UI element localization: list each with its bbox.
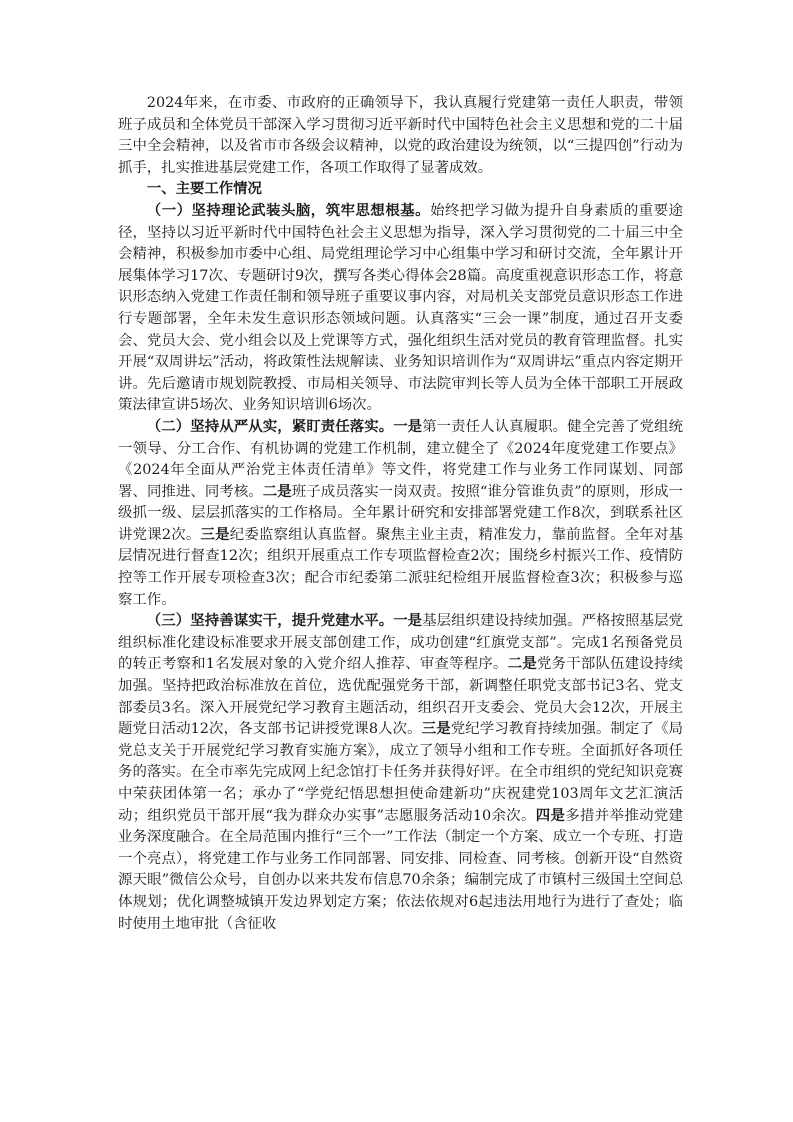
paragraph-lead: （一）坚持理论武装头脑，筑牢思想根基。 xyxy=(146,202,431,219)
intro-paragraph: 2024年来，在市委、市政府的正确领导下，我认真履行党建第一责任人职责，带领班子成员和全体党员干部深入学习贯彻习近平新时代中国特色社会主义思想和党的二十届三中全会精神，以及省市市各级会议精神，以党的政治建设为统领，以“三提四创”行动为抓手，扎实推进基层党建工作，各项工作取得了显著成效。 xyxy=(118,95,683,176)
item-marker: 三是 xyxy=(421,721,451,738)
item-text: 第一责任人认真履职。健全完善了党组统一领导、分工合作、有机协调的党建工作机制，建立健全了《2024年度党建工作要点》《2024年全面从严治党主体责任清单》等文件，将党建工作与业务工作同谋划、同部署、同推进、同考核。 xyxy=(118,418,683,500)
item-marker: 一是 xyxy=(393,613,423,630)
item-marker: 二是 xyxy=(262,483,292,500)
item-text: 党务干部队伍建设持续加强。坚持把政治标准放在首位，选优配强党务干部，新调整任职党支部书记3名、党支部委员3名。深入开展党纪学习教育主题活动，组织召开支委会、党员大会12次，开展主题党日活动12次，各支部书记讲授党课8人次。 xyxy=(118,656,683,738)
paragraph-lead: （二）坚持从严从实，紧盯责任落实。 xyxy=(146,418,394,435)
paragraph-party-building xyxy=(118,611,683,935)
section-heading: 一、主要工作情况 xyxy=(146,181,262,198)
item-marker: 四是 xyxy=(535,807,566,824)
paragraph-strict-governance xyxy=(118,417,683,611)
item-text: 党纪学习教育持续加强。制定了《局党总支关于开展党纪学习教育实施方案》，成立了领导小组和工作专班。全面抓好各项任务的落实。在全市率先完成网上纪念馆打卡任务并获得好评。在全市组织的党纪知识竞赛中荣获团体第一名；承办了“学党纪悟思想担使命建新功”庆祝建党103周年文艺汇演活动；组织党员干部开展“我为群众办实事”志愿服务活动10余次。 xyxy=(118,721,683,824)
item-marker: 二是 xyxy=(507,656,537,673)
item-text: 班子成员落实一岗双责。按照“谁分管谁负责”的原则，形成一级抓一级、层层抓落实的工作格局。全年累计研究和安排部署党建工作8次，到联系社区讲党课2次。 xyxy=(118,483,683,543)
item-marker: 一是 xyxy=(393,418,423,435)
document-page xyxy=(118,93,683,935)
paragraph-theory-study xyxy=(118,201,683,417)
item-text: 纪委监察组认真监督。聚焦主业主责，精准发力，靠前监督。全年对基层情况进行督查12次；组织开展重点工作专项监督检查2次；围绕乡村振兴工作、疫情防控等工作开展专项检查3次；配合市纪委第二派驻纪检组开展监督检查3次；积极参与巡察工作。 xyxy=(118,526,683,608)
paragraph-body: 始终把学习做为提升自身素质的重要途径，坚持以习近平新时代中国特色社会主义思想为指导，深入学习贯彻党的二十届三中全会精神，积极参加市委中心组、局党组理论学习中心组集中学习和研讨交流，全年累计开展集体学习17次、专题研讨9次，撰写各类心得体会28篇。高度重视意识形态工作，将意识形态纳入党建工作责任制和领导班子重要议事内容，对局机关支部党员意识形态工作进行专题部署，全年未发生意识形态领域问题。认真落实“三会一课”制度，通过召开支委会、党员大会、党小组会以及上党课等方式，强化组织生活对党员的教育管理监督。扎实开展“双周讲坛”活动，将政策性法规解读、业务知识培训作为“双周讲坛”重点内容定期开讲。先后邀请市规划院教授、市局相关领导、市法院审判长等人员为全体干部职工开展政策法律宣讲5场次、业务知识培训6场次。 xyxy=(118,202,683,414)
item-marker: 三是 xyxy=(200,526,230,543)
item-text: 多措并举推动党建业务深度融合。在全局范围内推行“三个一”工作法（制定一个方案、成立一个专班、打造一个亮点），将党建工作与业务工作同部署、同安排、同检查、同考核。创新开设“自然资源天眼”微信公众号，自创办以来共发布信息70余条；编制完成了市镇村三级国土空间总体规划；优化调整城镇开发边界划定方案；依法依规对6起违法用地行为进行了查处；临时使用土地审批（含征收 xyxy=(118,807,683,932)
item-text: 基层组织建设持续加强。严格按照基层党组织标准化建设标准要求开展支部创建工作，成功创建“红旗党支部”。完成1名预备党员的转正考察和1名发展对象的入党介绍人推荐、审查等程序。 xyxy=(118,613,683,673)
paragraph-lead: （三）坚持善谋实干，提升党建水平。 xyxy=(146,613,394,630)
